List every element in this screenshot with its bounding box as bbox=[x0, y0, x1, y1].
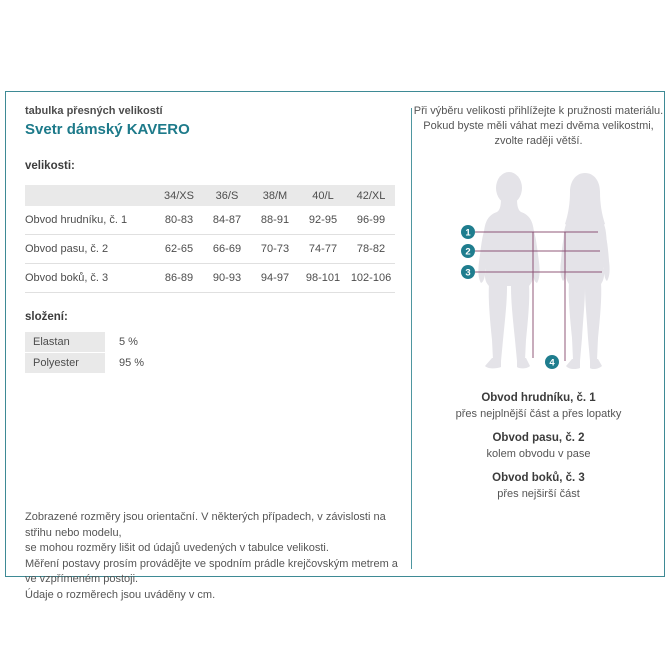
marker-4-badge bbox=[545, 355, 559, 369]
size-col-40l: 40/L bbox=[299, 185, 347, 206]
disclaimer-line: Měření postavy prosím provádějte ve spodním prádle krejčovským metrem a ve vzpřímeném postoji. bbox=[25, 557, 398, 585]
sizes-heading: velikosti: bbox=[25, 160, 75, 172]
measure-title: Obvod boků, č. 3 bbox=[492, 472, 585, 484]
marker-2-badge bbox=[461, 244, 475, 258]
size-col-36s: 36/S bbox=[203, 185, 251, 206]
body-measurement-diagram bbox=[455, 168, 655, 380]
list-item bbox=[25, 353, 144, 373]
size-table-header-row bbox=[25, 185, 395, 206]
advice-line: Pokud byste měli váhat mezi dvěma velikostmi, bbox=[423, 120, 654, 132]
cell-value: 88-91 bbox=[251, 206, 299, 235]
cell-value: 92-95 bbox=[299, 206, 347, 235]
product-title: Svetr dámský KAVERO bbox=[25, 121, 190, 138]
measure-title: Obvod hrudníku, č. 1 bbox=[481, 392, 596, 404]
table-row bbox=[25, 235, 395, 264]
cell-value: 102-106 bbox=[347, 264, 395, 293]
material-name: Polyester bbox=[25, 353, 105, 373]
cell-value: 78-82 bbox=[347, 235, 395, 264]
disclaimer-line: se mohou rozměry lišit od údajů uvedených v tabulce velikosti. bbox=[25, 542, 329, 554]
disclaimer-line: Údaje o rozměrech jsou uváděny v cm. bbox=[25, 588, 216, 601]
cell-value: 84-87 bbox=[203, 206, 251, 235]
composition-table bbox=[25, 332, 144, 374]
cell-value: 74-77 bbox=[299, 235, 347, 264]
row-label-hips: Obvod boků, č. 3 bbox=[25, 264, 155, 293]
size-table bbox=[25, 185, 395, 293]
cell-value: 62-65 bbox=[155, 235, 203, 264]
size-col-42xl: 42/XL bbox=[347, 185, 395, 206]
size-col-empty bbox=[25, 185, 155, 206]
table-row bbox=[25, 206, 395, 235]
measure-desc: přes nejplnější část a přes lopatky bbox=[455, 408, 622, 420]
svg-text:4: 4 bbox=[549, 357, 555, 369]
disclaimer-line: Zobrazené rozměry jsou orientační. V některých případech, v závislosti na střihu nebo modelu, bbox=[25, 511, 386, 539]
svg-text:1: 1 bbox=[465, 227, 471, 239]
svg-text:2: 2 bbox=[465, 246, 471, 258]
svg-text:3: 3 bbox=[465, 267, 471, 279]
cell-value: 80-83 bbox=[155, 206, 203, 235]
table-eyebrow-label: tabulka přesných velikostí bbox=[25, 105, 163, 117]
list-item bbox=[412, 430, 665, 462]
cell-value: 98-101 bbox=[299, 264, 347, 293]
cell-value: 70-73 bbox=[251, 235, 299, 264]
material-percent: 5 % bbox=[119, 336, 138, 348]
marker-1-badge bbox=[461, 225, 475, 239]
advice-line: Při výběru velikosti přihlížejte k pružnosti materiálu. bbox=[413, 105, 664, 117]
table-row bbox=[25, 264, 395, 293]
cell-value: 86-89 bbox=[155, 264, 203, 293]
measure-desc: kolem obvodu v pase bbox=[486, 448, 591, 460]
size-col-38m: 38/M bbox=[251, 185, 299, 206]
size-col-34xs: 34/XS bbox=[155, 185, 203, 206]
list-item bbox=[25, 332, 144, 352]
size-advice-text bbox=[412, 104, 665, 149]
marker-3-badge bbox=[461, 265, 475, 279]
cell-value: 96-99 bbox=[347, 206, 395, 235]
row-label-waist: Obvod pasu, č. 2 bbox=[25, 235, 155, 264]
cell-value: 90-93 bbox=[203, 264, 251, 293]
cell-value: 66-69 bbox=[203, 235, 251, 264]
material-name: Elastan bbox=[25, 332, 105, 352]
advice-line: zvolte raději větší. bbox=[494, 135, 583, 147]
list-item bbox=[412, 390, 665, 422]
measure-title: Obvod pasu, č. 2 bbox=[492, 432, 585, 444]
composition-heading: složení: bbox=[25, 311, 68, 323]
disclaimer-text bbox=[25, 510, 410, 603]
row-label-chest: Obvod hrudníku, č. 1 bbox=[25, 206, 155, 235]
body-silhouettes bbox=[478, 172, 609, 369]
list-item bbox=[412, 470, 665, 502]
cell-value: 94-97 bbox=[251, 264, 299, 293]
material-percent: 95 % bbox=[119, 357, 145, 369]
measure-desc: přes nejširší část bbox=[497, 488, 580, 500]
measurement-legend bbox=[412, 390, 665, 510]
